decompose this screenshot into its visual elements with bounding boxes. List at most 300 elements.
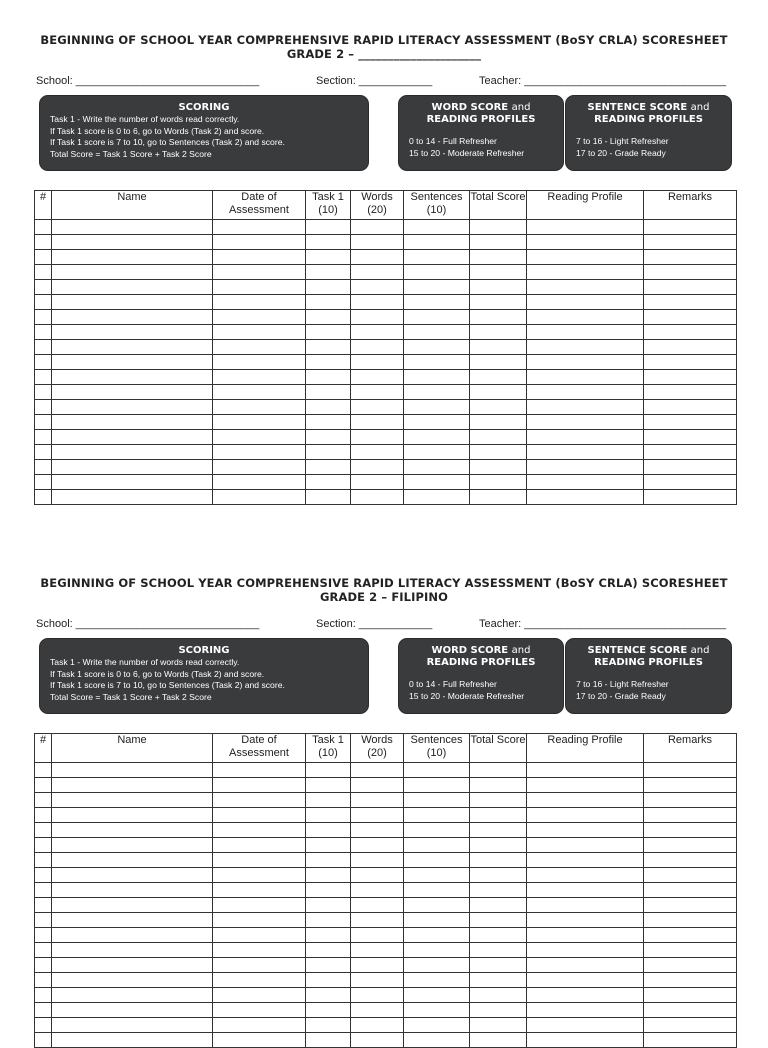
table-cell[interactable] xyxy=(35,385,52,400)
table-cell[interactable] xyxy=(527,445,644,460)
table-cell[interactable] xyxy=(306,295,351,310)
table-cell[interactable] xyxy=(470,1003,527,1018)
table-cell[interactable] xyxy=(52,943,213,958)
table-cell[interactable] xyxy=(404,250,470,265)
table-cell[interactable] xyxy=(470,973,527,988)
table-cell[interactable] xyxy=(644,235,737,250)
table-cell[interactable] xyxy=(213,823,306,838)
table-cell[interactable] xyxy=(306,370,351,385)
table-cell[interactable] xyxy=(404,445,470,460)
table-cell[interactable] xyxy=(644,928,737,943)
table-cell[interactable] xyxy=(644,958,737,973)
table-cell[interactable] xyxy=(351,958,404,973)
table-cell[interactable] xyxy=(527,280,644,295)
table-cell[interactable] xyxy=(470,763,527,778)
table-cell[interactable] xyxy=(527,295,644,310)
table-cell[interactable] xyxy=(404,400,470,415)
table-cell[interactable] xyxy=(35,280,52,295)
table-cell[interactable] xyxy=(470,400,527,415)
table-cell[interactable] xyxy=(404,220,470,235)
table-cell[interactable] xyxy=(213,250,306,265)
table-cell[interactable] xyxy=(306,250,351,265)
table-cell[interactable] xyxy=(306,280,351,295)
table-cell[interactable] xyxy=(527,958,644,973)
table-cell[interactable] xyxy=(213,475,306,490)
table-cell[interactable] xyxy=(35,1003,52,1018)
teacher-field[interactable]: Teacher: _________________________________ xyxy=(479,75,727,87)
table-cell[interactable] xyxy=(52,763,213,778)
table-cell[interactable] xyxy=(527,370,644,385)
table-cell[interactable] xyxy=(351,913,404,928)
table-cell[interactable] xyxy=(527,220,644,235)
table-cell[interactable] xyxy=(306,823,351,838)
table-cell[interactable] xyxy=(213,838,306,853)
table-cell[interactable] xyxy=(644,325,737,340)
table-cell[interactable] xyxy=(404,1018,470,1033)
table-cell[interactable] xyxy=(52,898,213,913)
table-cell[interactable] xyxy=(644,355,737,370)
table-cell[interactable] xyxy=(404,853,470,868)
table-cell[interactable] xyxy=(213,1033,306,1048)
table-cell[interactable] xyxy=(213,445,306,460)
table-cell[interactable] xyxy=(52,310,213,325)
table-cell[interactable] xyxy=(351,400,404,415)
table-cell[interactable] xyxy=(306,853,351,868)
table-cell[interactable] xyxy=(470,235,527,250)
table-cell[interactable] xyxy=(306,430,351,445)
table-cell[interactable] xyxy=(52,868,213,883)
table-cell[interactable] xyxy=(404,490,470,505)
table-cell[interactable] xyxy=(306,235,351,250)
table-cell[interactable] xyxy=(351,460,404,475)
table-cell[interactable] xyxy=(527,823,644,838)
table-cell[interactable] xyxy=(404,763,470,778)
table-cell[interactable] xyxy=(404,958,470,973)
table-cell[interactable] xyxy=(351,430,404,445)
table-cell[interactable] xyxy=(306,943,351,958)
table-cell[interactable] xyxy=(527,808,644,823)
table-cell[interactable] xyxy=(213,265,306,280)
table-cell[interactable] xyxy=(644,868,737,883)
table-cell[interactable] xyxy=(351,1018,404,1033)
table-cell[interactable] xyxy=(213,385,306,400)
table-cell[interactable] xyxy=(52,1018,213,1033)
table-cell[interactable] xyxy=(404,823,470,838)
table-cell[interactable] xyxy=(35,235,52,250)
table-cell[interactable] xyxy=(213,460,306,475)
table-cell[interactable] xyxy=(351,763,404,778)
table-cell[interactable] xyxy=(351,355,404,370)
table-cell[interactable] xyxy=(351,778,404,793)
table-cell[interactable] xyxy=(470,913,527,928)
table-cell[interactable] xyxy=(351,853,404,868)
table-cell[interactable] xyxy=(306,415,351,430)
table-cell[interactable] xyxy=(644,415,737,430)
table-cell[interactable] xyxy=(351,295,404,310)
table-cell[interactable] xyxy=(52,490,213,505)
table-cell[interactable] xyxy=(35,475,52,490)
table-cell[interactable] xyxy=(213,913,306,928)
table-cell[interactable] xyxy=(470,295,527,310)
table-cell[interactable] xyxy=(470,1018,527,1033)
table-cell[interactable] xyxy=(644,385,737,400)
table-cell[interactable] xyxy=(351,883,404,898)
table-cell[interactable] xyxy=(213,853,306,868)
table-cell[interactable] xyxy=(351,265,404,280)
table-cell[interactable] xyxy=(404,460,470,475)
table-cell[interactable] xyxy=(35,400,52,415)
table-cell[interactable] xyxy=(644,280,737,295)
table-cell[interactable] xyxy=(213,415,306,430)
table-cell[interactable] xyxy=(527,853,644,868)
table-cell[interactable] xyxy=(470,988,527,1003)
table-cell[interactable] xyxy=(35,250,52,265)
table-cell[interactable] xyxy=(52,793,213,808)
table-cell[interactable] xyxy=(306,325,351,340)
table-cell[interactable] xyxy=(351,898,404,913)
table-cell[interactable] xyxy=(470,853,527,868)
table-cell[interactable] xyxy=(644,490,737,505)
table-cell[interactable] xyxy=(470,415,527,430)
table-cell[interactable] xyxy=(470,868,527,883)
table-cell[interactable] xyxy=(52,220,213,235)
table-cell[interactable] xyxy=(52,460,213,475)
table-cell[interactable] xyxy=(52,235,213,250)
table-cell[interactable] xyxy=(351,988,404,1003)
table-cell[interactable] xyxy=(52,430,213,445)
table-cell[interactable] xyxy=(52,913,213,928)
table-cell[interactable] xyxy=(470,355,527,370)
table-cell[interactable] xyxy=(213,808,306,823)
table-cell[interactable] xyxy=(306,838,351,853)
table-cell[interactable] xyxy=(306,868,351,883)
table-cell[interactable] xyxy=(306,265,351,280)
table-cell[interactable] xyxy=(213,370,306,385)
table-cell[interactable] xyxy=(213,898,306,913)
table-cell[interactable] xyxy=(404,430,470,445)
table-cell[interactable] xyxy=(35,355,52,370)
table-cell[interactable] xyxy=(52,415,213,430)
table-cell[interactable] xyxy=(644,310,737,325)
table-cell[interactable] xyxy=(52,385,213,400)
table-cell[interactable] xyxy=(527,1033,644,1048)
table-cell[interactable] xyxy=(35,490,52,505)
table-cell[interactable] xyxy=(351,370,404,385)
table-cell[interactable] xyxy=(52,370,213,385)
table-cell[interactable] xyxy=(52,280,213,295)
table-cell[interactable] xyxy=(52,1033,213,1048)
table-cell[interactable] xyxy=(213,883,306,898)
table-cell[interactable] xyxy=(35,763,52,778)
table-cell[interactable] xyxy=(306,460,351,475)
table-cell[interactable] xyxy=(306,490,351,505)
table-cell[interactable] xyxy=(351,868,404,883)
table-cell[interactable] xyxy=(35,1018,52,1033)
table-cell[interactable] xyxy=(52,295,213,310)
table-cell[interactable] xyxy=(52,475,213,490)
table-cell[interactable] xyxy=(404,415,470,430)
school-field[interactable]: School: ______________________________ xyxy=(36,75,260,87)
table-cell[interactable] xyxy=(644,973,737,988)
table-cell[interactable] xyxy=(52,400,213,415)
table-cell[interactable] xyxy=(404,1033,470,1048)
table-cell[interactable] xyxy=(527,973,644,988)
table-cell[interactable] xyxy=(35,415,52,430)
table-cell[interactable] xyxy=(52,928,213,943)
table-cell[interactable] xyxy=(306,778,351,793)
table-cell[interactable] xyxy=(351,823,404,838)
table-cell[interactable] xyxy=(351,310,404,325)
table-cell[interactable] xyxy=(306,793,351,808)
table-cell[interactable] xyxy=(527,1003,644,1018)
table-cell[interactable] xyxy=(52,778,213,793)
table-cell[interactable] xyxy=(644,988,737,1003)
table-cell[interactable] xyxy=(527,763,644,778)
table-cell[interactable] xyxy=(306,763,351,778)
table-cell[interactable] xyxy=(644,400,737,415)
table-cell[interactable] xyxy=(351,445,404,460)
table-cell[interactable] xyxy=(527,943,644,958)
table-cell[interactable] xyxy=(527,235,644,250)
table-cell[interactable] xyxy=(404,928,470,943)
table-cell[interactable] xyxy=(35,295,52,310)
table-cell[interactable] xyxy=(213,295,306,310)
table-cell[interactable] xyxy=(404,475,470,490)
table-cell[interactable] xyxy=(470,445,527,460)
table-cell[interactable] xyxy=(404,808,470,823)
table-cell[interactable] xyxy=(351,808,404,823)
table-cell[interactable] xyxy=(306,898,351,913)
table-cell[interactable] xyxy=(527,430,644,445)
table-cell[interactable] xyxy=(351,793,404,808)
table-cell[interactable] xyxy=(470,310,527,325)
table-cell[interactable] xyxy=(404,385,470,400)
teacher-field[interactable]: Teacher: _________________________________ xyxy=(479,618,727,630)
table-cell[interactable] xyxy=(470,460,527,475)
table-cell[interactable] xyxy=(52,838,213,853)
table-cell[interactable] xyxy=(306,913,351,928)
table-cell[interactable] xyxy=(404,265,470,280)
table-cell[interactable] xyxy=(644,883,737,898)
table-cell[interactable] xyxy=(404,973,470,988)
table-cell[interactable] xyxy=(470,370,527,385)
table-cell[interactable] xyxy=(35,778,52,793)
table-cell[interactable] xyxy=(404,943,470,958)
table-cell[interactable] xyxy=(527,415,644,430)
table-cell[interactable] xyxy=(35,883,52,898)
table-cell[interactable] xyxy=(527,340,644,355)
table-cell[interactable] xyxy=(644,808,737,823)
table-cell[interactable] xyxy=(52,445,213,460)
table-cell[interactable] xyxy=(351,928,404,943)
table-cell[interactable] xyxy=(35,1033,52,1048)
table-cell[interactable] xyxy=(52,808,213,823)
table-cell[interactable] xyxy=(213,928,306,943)
table-cell[interactable] xyxy=(527,928,644,943)
table-cell[interactable] xyxy=(306,445,351,460)
table-cell[interactable] xyxy=(213,325,306,340)
table-cell[interactable] xyxy=(470,1033,527,1048)
table-cell[interactable] xyxy=(644,943,737,958)
table-cell[interactable] xyxy=(351,415,404,430)
table-cell[interactable] xyxy=(213,400,306,415)
table-cell[interactable] xyxy=(404,235,470,250)
table-cell[interactable] xyxy=(527,868,644,883)
table-cell[interactable] xyxy=(470,340,527,355)
table-cell[interactable] xyxy=(644,430,737,445)
table-cell[interactable] xyxy=(470,250,527,265)
table-cell[interactable] xyxy=(52,988,213,1003)
table-cell[interactable] xyxy=(527,1018,644,1033)
table-cell[interactable] xyxy=(644,340,737,355)
table-cell[interactable] xyxy=(404,280,470,295)
table-cell[interactable] xyxy=(644,1018,737,1033)
table-cell[interactable] xyxy=(213,793,306,808)
table-cell[interactable] xyxy=(52,340,213,355)
table-cell[interactable] xyxy=(35,808,52,823)
table-cell[interactable] xyxy=(351,973,404,988)
table-cell[interactable] xyxy=(470,958,527,973)
table-cell[interactable] xyxy=(470,793,527,808)
table-cell[interactable] xyxy=(35,898,52,913)
table-cell[interactable] xyxy=(351,325,404,340)
table-cell[interactable] xyxy=(35,265,52,280)
table-cell[interactable] xyxy=(213,1018,306,1033)
table-cell[interactable] xyxy=(52,823,213,838)
table-cell[interactable] xyxy=(52,355,213,370)
table-cell[interactable] xyxy=(52,883,213,898)
table-cell[interactable] xyxy=(527,325,644,340)
table-cell[interactable] xyxy=(35,460,52,475)
table-cell[interactable] xyxy=(213,355,306,370)
table-cell[interactable] xyxy=(351,475,404,490)
table-cell[interactable] xyxy=(644,295,737,310)
table-cell[interactable] xyxy=(351,385,404,400)
table-cell[interactable] xyxy=(306,988,351,1003)
table-cell[interactable] xyxy=(404,988,470,1003)
table-cell[interactable] xyxy=(351,490,404,505)
table-cell[interactable] xyxy=(306,1018,351,1033)
section-field[interactable]: Section: ____________ xyxy=(316,75,433,87)
table-cell[interactable] xyxy=(35,823,52,838)
table-cell[interactable] xyxy=(306,958,351,973)
table-cell[interactable] xyxy=(213,220,306,235)
table-cell[interactable] xyxy=(306,400,351,415)
table-cell[interactable] xyxy=(644,778,737,793)
table-cell[interactable] xyxy=(35,913,52,928)
table-cell[interactable] xyxy=(470,838,527,853)
table-cell[interactable] xyxy=(644,475,737,490)
table-cell[interactable] xyxy=(404,370,470,385)
table-cell[interactable] xyxy=(470,280,527,295)
table-cell[interactable] xyxy=(213,868,306,883)
table-cell[interactable] xyxy=(527,265,644,280)
table-cell[interactable] xyxy=(470,778,527,793)
table-cell[interactable] xyxy=(527,250,644,265)
table-cell[interactable] xyxy=(644,823,737,838)
table-cell[interactable] xyxy=(527,475,644,490)
table-cell[interactable] xyxy=(35,310,52,325)
table-cell[interactable] xyxy=(35,370,52,385)
table-cell[interactable] xyxy=(644,220,737,235)
table-cell[interactable] xyxy=(404,868,470,883)
table-cell[interactable] xyxy=(35,340,52,355)
table-cell[interactable] xyxy=(644,913,737,928)
table-cell[interactable] xyxy=(644,853,737,868)
table-cell[interactable] xyxy=(35,853,52,868)
table-cell[interactable] xyxy=(35,325,52,340)
table-cell[interactable] xyxy=(404,838,470,853)
table-cell[interactable] xyxy=(306,220,351,235)
table-cell[interactable] xyxy=(306,928,351,943)
table-cell[interactable] xyxy=(52,325,213,340)
table-cell[interactable] xyxy=(52,958,213,973)
table-cell[interactable] xyxy=(35,958,52,973)
table-cell[interactable] xyxy=(213,778,306,793)
table-cell[interactable] xyxy=(470,475,527,490)
table-cell[interactable] xyxy=(404,913,470,928)
table-cell[interactable] xyxy=(404,295,470,310)
table-cell[interactable] xyxy=(351,250,404,265)
table-cell[interactable] xyxy=(644,1003,737,1018)
school-field[interactable]: School: ______________________________ xyxy=(36,618,260,630)
table-cell[interactable] xyxy=(470,325,527,340)
table-cell[interactable] xyxy=(470,943,527,958)
table-cell[interactable] xyxy=(306,883,351,898)
table-cell[interactable] xyxy=(527,913,644,928)
table-cell[interactable] xyxy=(213,943,306,958)
table-cell[interactable] xyxy=(351,340,404,355)
table-cell[interactable] xyxy=(35,973,52,988)
table-cell[interactable] xyxy=(35,430,52,445)
table-cell[interactable] xyxy=(404,340,470,355)
table-cell[interactable] xyxy=(213,490,306,505)
table-cell[interactable] xyxy=(404,793,470,808)
table-cell[interactable] xyxy=(404,1003,470,1018)
table-cell[interactable] xyxy=(35,928,52,943)
table-cell[interactable] xyxy=(213,235,306,250)
table-cell[interactable] xyxy=(527,400,644,415)
table-cell[interactable] xyxy=(470,898,527,913)
table-cell[interactable] xyxy=(644,370,737,385)
table-cell[interactable] xyxy=(644,265,737,280)
table-cell[interactable] xyxy=(35,988,52,1003)
table-cell[interactable] xyxy=(404,883,470,898)
table-cell[interactable] xyxy=(470,265,527,280)
table-cell[interactable] xyxy=(35,943,52,958)
table-cell[interactable] xyxy=(644,445,737,460)
table-cell[interactable] xyxy=(644,898,737,913)
table-cell[interactable] xyxy=(306,385,351,400)
table-cell[interactable] xyxy=(470,928,527,943)
table-cell[interactable] xyxy=(644,250,737,265)
table-cell[interactable] xyxy=(527,310,644,325)
table-cell[interactable] xyxy=(351,943,404,958)
table-cell[interactable] xyxy=(35,793,52,808)
table-cell[interactable] xyxy=(527,883,644,898)
table-cell[interactable] xyxy=(213,340,306,355)
table-cell[interactable] xyxy=(351,235,404,250)
table-cell[interactable] xyxy=(527,898,644,913)
table-cell[interactable] xyxy=(470,220,527,235)
table-cell[interactable] xyxy=(306,808,351,823)
table-cell[interactable] xyxy=(404,778,470,793)
table-cell[interactable] xyxy=(527,385,644,400)
table-cell[interactable] xyxy=(306,973,351,988)
table-cell[interactable] xyxy=(644,460,737,475)
table-cell[interactable] xyxy=(351,280,404,295)
table-cell[interactable] xyxy=(527,490,644,505)
